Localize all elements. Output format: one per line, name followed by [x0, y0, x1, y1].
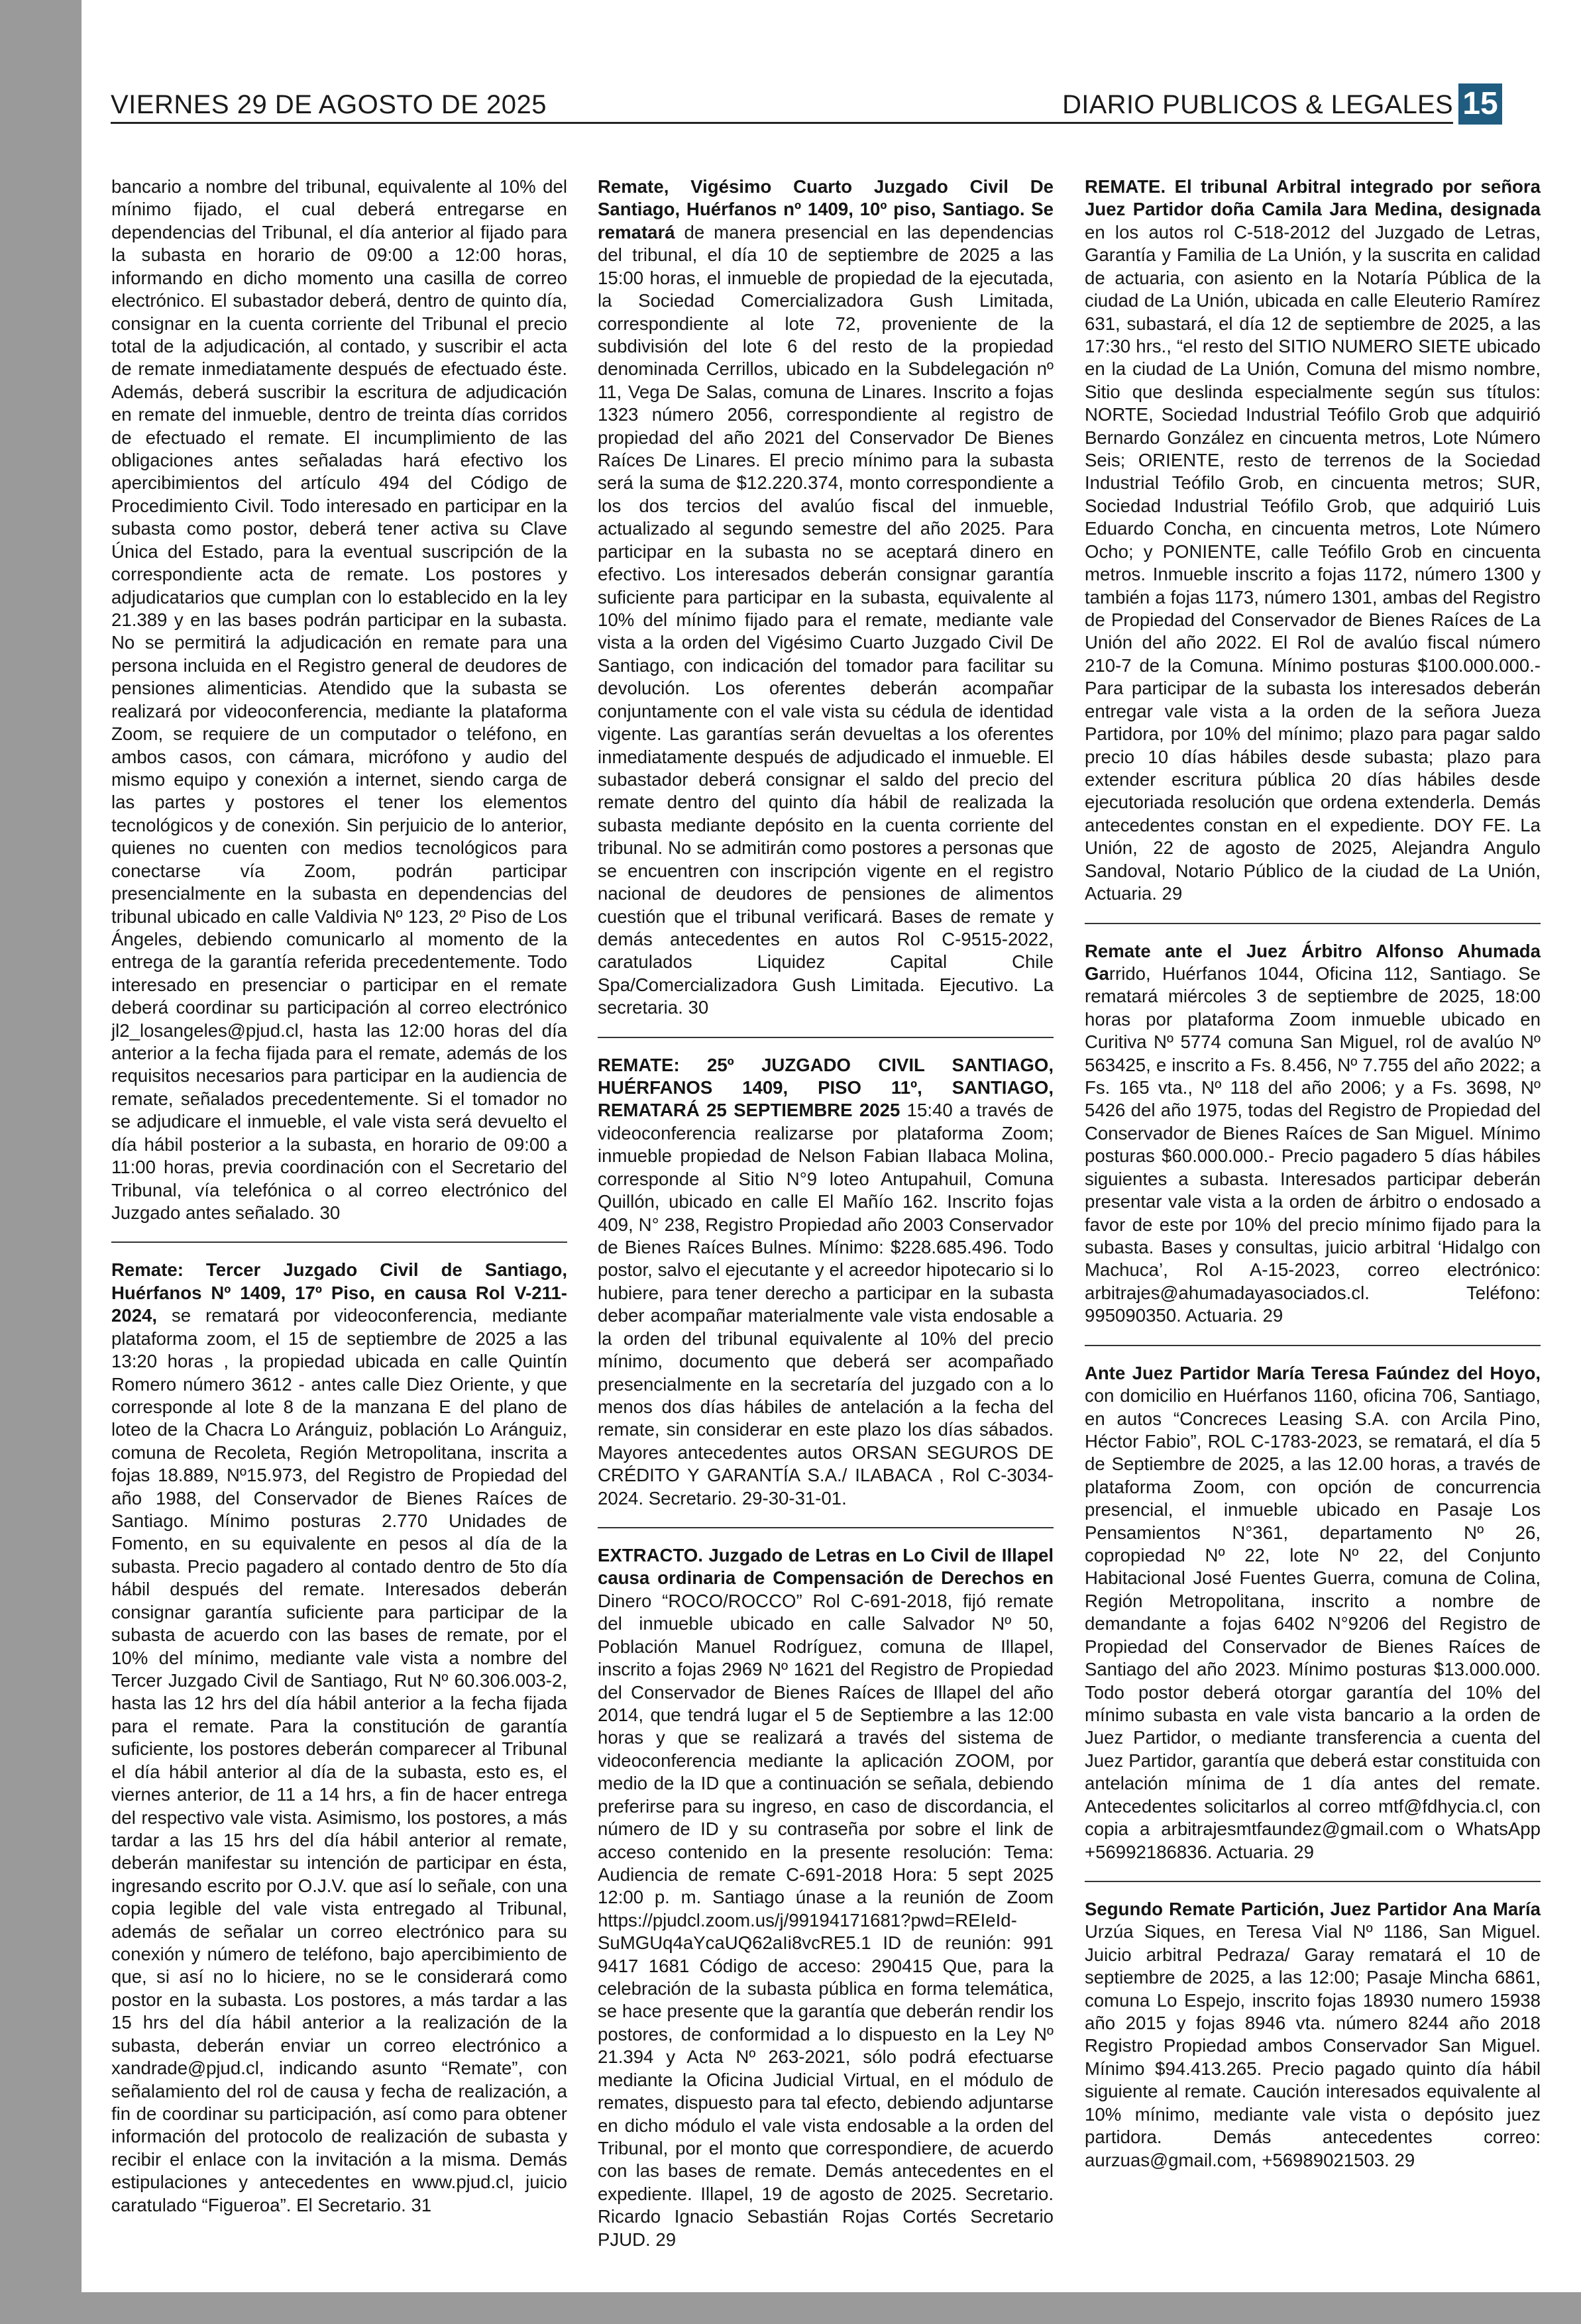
- notice-divider: [1085, 923, 1541, 924]
- notice-heading: Remate, Vigésimo Cuarto Juzgado Civil De Santiago, Huérfanos nº 1409, 10º piso, Santiago. Se rematará: [598, 176, 1054, 242]
- notice-heading: Remate: Tercer Juzgado Civil de Santiago, Huérfanos Nº 1409, 17º Piso, en causa Rol V-211-2024,: [111, 1259, 567, 1326]
- notice-heading: Remate ante el Juez Árbitro Alfonso Ahumada Ga: [1085, 940, 1541, 984]
- notice-divider: [598, 1527, 1054, 1528]
- notice-divider: [111, 1241, 567, 1243]
- newspaper-name: DIARIO PUBLICOS & LEGALES: [1062, 90, 1453, 119]
- notice: [111, 1259, 567, 2217]
- column-2: [598, 176, 1054, 2251]
- notice-heading: EXTRACTO. Juzgado de Letras en Lo Civil de Illapel causa ordinaria de Compensación de Derechos en: [598, 1545, 1054, 1589]
- notice: [598, 1544, 1054, 2251]
- header-rule: [111, 122, 1453, 124]
- column-1: [111, 176, 567, 2217]
- notice: [1085, 1898, 1541, 2172]
- notice: [111, 176, 567, 1224]
- column-3: [1085, 176, 1541, 2172]
- notice-body: 15:40 a través de videoconferencia realizarse por plataforma Zoom; inmueble propiedad de Nelson Fabian Ilabaca Molina, corresponde al Sitio N°9 loteo Antupahuil, Comuna Quillón, ubicado en calle El Mañío 162. Inscrito fojas 409, N° 238, Registro Propiedad año 2003 Conservador de Bienes Raíces Bulnes. Mínimo: $228.685.496. Todo postor, salvo el ejecutante y el acreedor hipotecario si lo hubiere, para tener derecho a participar en la subasta deber acompañar materialmente vale vista endosable a la orden del tribunal equivalente al 10% del precio mínimo, documento que deberá ser acompañado presencialmente en la secretaría del juzgado con a lo menos dos días hábiles de antelación a la fecha del remate, sin considerar en este plazo los días sábados. Mayores antecedentes autos ORSAN SEGUROS DE CRÉDITO Y GARANTÍA S.A./ ILABACA , Rol C-3034-2024. Secretario. 29-30-31-01.: [598, 1100, 1054, 1508]
- issue-date: VIERNES 29 DE AGOSTO DE 2025: [111, 90, 547, 119]
- notice-heading: Ante Juez Partidor María Teresa Faúndez del Hoyo,: [1085, 1362, 1541, 1383]
- notice-heading: Segundo Remate Partición, Juez Partidor Ana María: [1085, 1898, 1541, 1919]
- notice-body: rrido, Huérfanos 1044, Oficina 112, Santiago. Se rematará miércoles 3 de septiembre de 2025, 18:00 horas por plataforma Zoom inmueble ubicado en Curitiva Nº 5774 comuna San Miguel, rol de avalúo Nº 563425, e inscrito a Fs. 8.456, Nº 7.755 del año 2022; a Fs. 165 vta., Nº 118 del año 2006; y a Fs. 3698, Nº 5426 del año 1975, todas del Registro de Propiedad del Conservador de Bienes Raíces de San Miguel. Mínimo posturas $60.000.000.- Precio pagadero 5 días hábiles siguientes a subasta. Interesados participar deberán presentar vale vista a la orden de árbitro o endosado a favor de este por 10% del precio mínimo fijado para la subasta. Bases y consultas, juicio arbitral ‘Hidalgo con Machuca’, Rol A-15-2023, correo electrónico: arbitrajes@ahumadayasociados.cl. Teléfono: 995090350. Actuaria. 29: [1085, 963, 1541, 1326]
- notice-body: se rematará por videoconferencia, mediante plataforma zoom, el 15 de septiembre de 2025 a las 13:20 horas , la propiedad ubicada en calle Quintín Romero número 3612 - antes calle Diez Oriente, y que corresponde al lote 8 de la manzana E del plano de loteo de la Chacra Lo Aránguiz, población Lo Aránguiz, comuna de Recoleta, Región Metropolitana, inscrita a fojas 18.889, Nº15.973, del Registro de Propiedad del año 1988, del Conservador de Bienes Raíces de Santiago. Mínimo posturas 2.770 Unidades de Fomento, en su equivalente en pesos al día de la subasta. Precio pagadero al contado dentro de 5to día hábil después del remate. Interesados deberán consignar garantía suficiente para participar de la subasta de acuerdo con las bases de remate, por el 10% del mínimo, mediante vale vista a nombre del Tercer Juzgado Civil de Santiago, Rut Nº 60.306.003-2, hasta las 12 hrs del día hábil anterior a la fecha fijada para el remate. Para la constitución de garantía suficiente, los postores deberán comparecer al Tribunal el día hábil anterior al día de la subasta, esto es, el viernes anterior, de 11 a 14 hrs, a fin de hacer entrega del respectivo vale vista. Asimismo, los postores, a más tardar a las 15 hrs del día hábil anterior al remate, deberán manifestar su intención de participar en ésta, ingresando escrito por O.J.V. que así lo señale, con una copia legible del vale vista entregado al Tribunal, además de señalar un correo electrónico para su conexión y número de teléfono, bajo apercibimiento de que, si así no lo hiciere, no se le considerará como postor en la subasta. Los postores, a más tardar a las 15 hrs del día hábil anterior a la realización de la subasta, deberán enviar un correo electrónico a xandrade@pjud.cl, indicando asunto “Remate”, con señalamiento del rol de causa y fecha de realización, a fin de coordinar su participación, así como para obtener información del protocolo de realización de subasta y recibir el enlace con la invitación a la misma. Demás estipulaciones y antecedentes en www.pjud.cl, juicio caratulado “Figueroa”. El Secretario. 31: [111, 1305, 567, 2215]
- notice: [1085, 940, 1541, 1328]
- notice: [598, 1054, 1054, 1510]
- notice-body: bancario a nombre del tribunal, equivalente al 10% del mínimo fijado, el cual deberá entregarse en dependencias del Tribunal, el día anterior al fijado para la subasta en horario de 09:00 a 12:00 horas, informando en dicho momento una casilla de correo electrónico. El subastador deberá, dentro de quinto día, consignar en la cuenta corriente del Tribunal el precio total de la adjudicación, al contado, y suscribir el acta de remate inmediatamente después de efectuado éste. Además, deberá suscribir la escritura de adjudicación en remate del inmueble, dentro de treinta días corridos de efectuado el remate. El incumplimiento de las obligaciones antes señaladas hará efectivo los apercibimientos del artículo 494 del Código de Procedimiento Civil. Todo interesado en participar en la subasta como postor, deberá tener activa su Clave Única del Estado, para la eventual suscripción de la correspondiente acta de remate. Los postores y adjudicatarios que cumplan con lo establecido en la ley 21.389 y en las bases podrán participar en la subasta. No se permitirá la adjudicación en remate para una persona incluida en el Registro general de deudores de pensiones alimenticias. Atendido que la subasta se realizará por videoconferencia, mediante la plataforma Zoom, se requiere de un computador o teléfono, en ambos casos, con cámara, micrófono y audio del mismo equipo y conexión a internet, siendo carga de las partes y postores el tener los elementos tecnológicos y de conexión. Sin perjuicio de lo anterior, quienes no cuenten con medios tecnológicos para conectarse vía Zoom, podrán participar presencialmente en la subasta en dependencias del tribunal ubicado en calle Valdivia Nº 123, 2º Piso de Los Ángeles, debiendo comunicarlo al momento de la entrega de la garantía referida precedentemente. Todo interesado en presenciar o participar en el remate deberá coordinar su participación al correo electrónico jl2_losangeles@pjud.cl, hasta las 12:00 horas del día anterior a la fecha fijada para el remate, además de los requisitos necesarios para participar en la audiencia de remate, señalados precedentemente. Si el tomador no se adjudicare el inmueble, el vale vista será devuelto el día hábil posterior a la subasta, en horario de 09:00 a 11:00 horas, previa coordinación con el Secretario del Tribunal, vía telefónica o al correo electrónico del Juzgado antes señalado. 30: [111, 176, 567, 1223]
- notice-divider: [1085, 1345, 1541, 1346]
- newspaper-page: [82, 0, 1581, 2292]
- notice: [1085, 176, 1541, 906]
- notice-body: Urzúa Siques, en Teresa Vial Nº 1186, San Miguel. Juicio arbitral Pedraza/ Garay rematará el 10 de septiembre de 2025, a las 12:00; Pasaje Mincha 6861, comuna Lo Espejo, inscrito fojas 18930 numero 15938 año 2015 y fojas 8946 vta. número 8244 año 2018 Registro Propiedad ambos Conservador San Miguel. Mínimo $94.413.265. Precio pagado quinto día hábil siguiente al remate. Caución interesados equivalente al 10% mínimo, mediante vale vista o depósito juez partidora. Demás antecedentes correo: aurzuas@gmail.com, +56989021503. 29: [1085, 1921, 1541, 2170]
- notice-heading: REMATE: 25º JUZGADO CIVIL SANTIAGO, HUÉRFANOS 1409, PISO 11º, SANTIAGO, REMATARÁ 25 SEPTIEMBRE 2025: [598, 1054, 1054, 1121]
- notice-divider: [1085, 1881, 1541, 1882]
- page-number-badge: 15: [1458, 83, 1502, 125]
- notice-divider: [598, 1037, 1054, 1038]
- notice-heading: REMATE. El tribunal Arbitral integrado por señora Juez Partidor doña Camila Jara Medina, designada: [1085, 176, 1541, 220]
- page-header: [111, 85, 1502, 125]
- notice-body: en los autos rol C-518-2012 del Juzgado de Letras, Garantía y Familia de La Unión, y la suscrita en calidad de actuaria, con asiento en la Notaría Pública de la ciudad de La Unión, ubicada en calle Eleuterio Ramírez 631, subastará, el día 12 de septiembre de 2025, a las 17:30 hrs., “el resto del SITIO NUMERO SIETE ubicado en la ciudad de La Unión, Comuna del mismo nombre, Sitio que deslinda especialmente según sus títulos: NORTE, Sociedad Industrial Teófilo Grob que adquirió Bernardo González en cincuenta metros, Lote Número Seis; ORIENTE, resto de terrenos de la Sociedad Industrial Teófilo Grob, en cincuenta metros; SUR, Sociedad Industrial Teófilo Grob, que adquirió Luis Eduardo Concha, en cincuenta metros, Lote Número Ocho; y PONIENTE, calle Teófilo Grob en cincuenta metros. Inmueble inscrito a fojas 1172, número 1300 y también a fojas 1173, número 1301, ambas del Registro de Propiedad del Conservador de Bienes Raíces de La Unión del año 2022. El Rol de avalúo fiscal número 210-7 de la Comuna. Mínimo posturas $100.000.000.- Para participar de la subasta los interesados deberán entregar vale vista a la orden de la señora Jueza Partidora, por 10% del mínimo; plazo para pagar saldo precio 10 días hábiles desde subasta; plazo para extender escritura pública 20 días hábiles desde ejecutoriada resolución que ordena extenderla. Demás antecedentes constan en el expediente. DOY FE. La Unión, 22 de agosto de 2025, Alejandra Angulo Sandoval, Notario Público de la ciudad de La Unión, Actuaria. 29: [1085, 221, 1541, 904]
- notice: [598, 176, 1054, 1020]
- notice: [1085, 1362, 1541, 1864]
- notice-body: de manera presencial en las dependencias del tribunal, el día 10 de septiembre de 2025 a las 15:00 horas, el inmueble de propiedad de la ejecutada, la Sociedad Comercializadora Gush Limitada, correspondiente al lote 72, proveniente de la subdivisión del lote 6 del resto de la propiedad denominada Cerrillos, ubicado en la Subdelegación nº 11, Vega De Salas, comuna de Linares. Inscrito a fojas 1323 número 2056, correspondiente al registro de propiedad del año 2021 del Conservador De Bienes Raíces De Linares. El precio mínimo para la subasta será la suma de $12.220.374, monto correspondiente a los dos tercios del avalúo fiscal del inmueble, actualizado al segundo semestre del año 2025. Para participar en la subasta no se aceptará dinero en efectivo. Los interesados deberán consignar garantía suficiente para participar en la subasta, equivalente al 10% del mínimo fijado para el remate, mediante vale vista a la orden del Vigésimo Cuarto Juzgado Civil De Santiago, con indicación del tomador para facilitar su devolución. Los oferentes deberán acompañar conjuntamente con el vale vista su cédula de identidad vigente. Las garantías serán devueltas a los oferentes inmediatamente después de adjudicado el inmueble. El subastador deberá consignar el saldo del precio del remate dentro del quinto día hábil de realizada la subasta mediante depósito en la cuenta corriente del tribunal. No se admitirán como postores a personas que se encuentren con inscripción vigente en el registro nacional de deudores de pensiones de alimentos cuestión que el tribunal verificará. Bases de remate y demás antecedentes en autos Rol C-9515-2022, caratulados Liquidez Capital Chile Spa/Comercializadora Gush Limitada. Ejecutivo. La secretaria. 30: [598, 221, 1054, 1018]
- notice-body: Dinero “ROCO/ROCCO” Rol C-691-2018, fijó remate del inmueble ubicado en calle Salvador Nº 50, Población Manuel Rodríguez, comuna de Illapel, inscrito a fojas 2969 Nº 1621 del Registro de Propiedad del Conservador de Bienes Raíces de Illapel del año 2014, que tendrá lugar el 5 de Septiembre a las 12:00 horas y que se realizará a través del sistema de videoconferencia mediante la aplicación ZOOM, por medio de la ID que a continuación se señala, debiendo preferirse para su ingreso, en caso de discordancia, el número de ID y su contraseña por sobre el link de acceso contenido en la presente resolución: Tema: Audiencia de remate C-691-2018 Hora: 5 sept 2025 12:00 p. m. Santiago únase a la reunión de Zoom https://pjudcl.zoom.us/j/99194171681?pwd=REIeId-SuMGUq4aYcaUQ62aIi8vcRE5.1 ID de reunión: 991 9417 1681 Código de acceso: 290415 Que, para la celebración de la subasta pública en forma telemática, se hace presente que la garantía que deberán rendir los postores, de conformidad a lo dispuesto en la Ley Nº 21.394 y Acta Nº 263-2021, sólo podrá efectuarse mediante la Oficina Judicial Virtual, en el módulo de remates, dispuesto para tal efecto, debiendo adjuntarse en dicho módulo el vale vista endosable a la orden del Tribunal, por el monto que correspondiere, de acuerdo con las bases de remate. Demás antecedentes en el expediente. Illapel, 19 de agosto de 2025. Secretario. Ricardo Ignacio Sebastián Rojas Cortés Secretario PJUD. 29: [598, 1590, 1054, 2250]
- notice-body: con domicilio en Huérfanos 1160, oficina 706, Santiago, en autos “Concreces Leasing S.A. con Arcila Pino, Héctor Fabio”, ROL C-1783-2023, se rematará, el día 5 de Septiembre de 2025, a las 12.00 horas, a través de plataforma Zoom, con opción de concurrencia presencial, el inmueble ubicado en Pasaje Los Pensamientos N°361, departamento Nº 26, copropiedad Nº 22, lote Nº 22, del Conjunto Habitacional José Fuentes Guerra, comuna de Colina, Región Metropolitana, inscrito a nombre de demandante a fojas 6402 N°9206 del Registro de Propiedad del Conservador de Bienes Raíces de Santiago del año 2023. Mínimo posturas $13.000.000. Todo postor deberá otorgar garantía del 10% del mínimo subasta en vale vista bancario a la orden de Juez Partidor, o mediante transferencia a cuenta del Juez Partidor, garantía que deberá estar constituida con antelación mínima de 1 día antes del remate. Antecedentes solicitarlos al correo mtf@fdhycia.cl, con copia a arbitrajesmtfaundez@gmail.com o WhatsApp +56992186836. Actuaria. 29: [1085, 1385, 1541, 1862]
